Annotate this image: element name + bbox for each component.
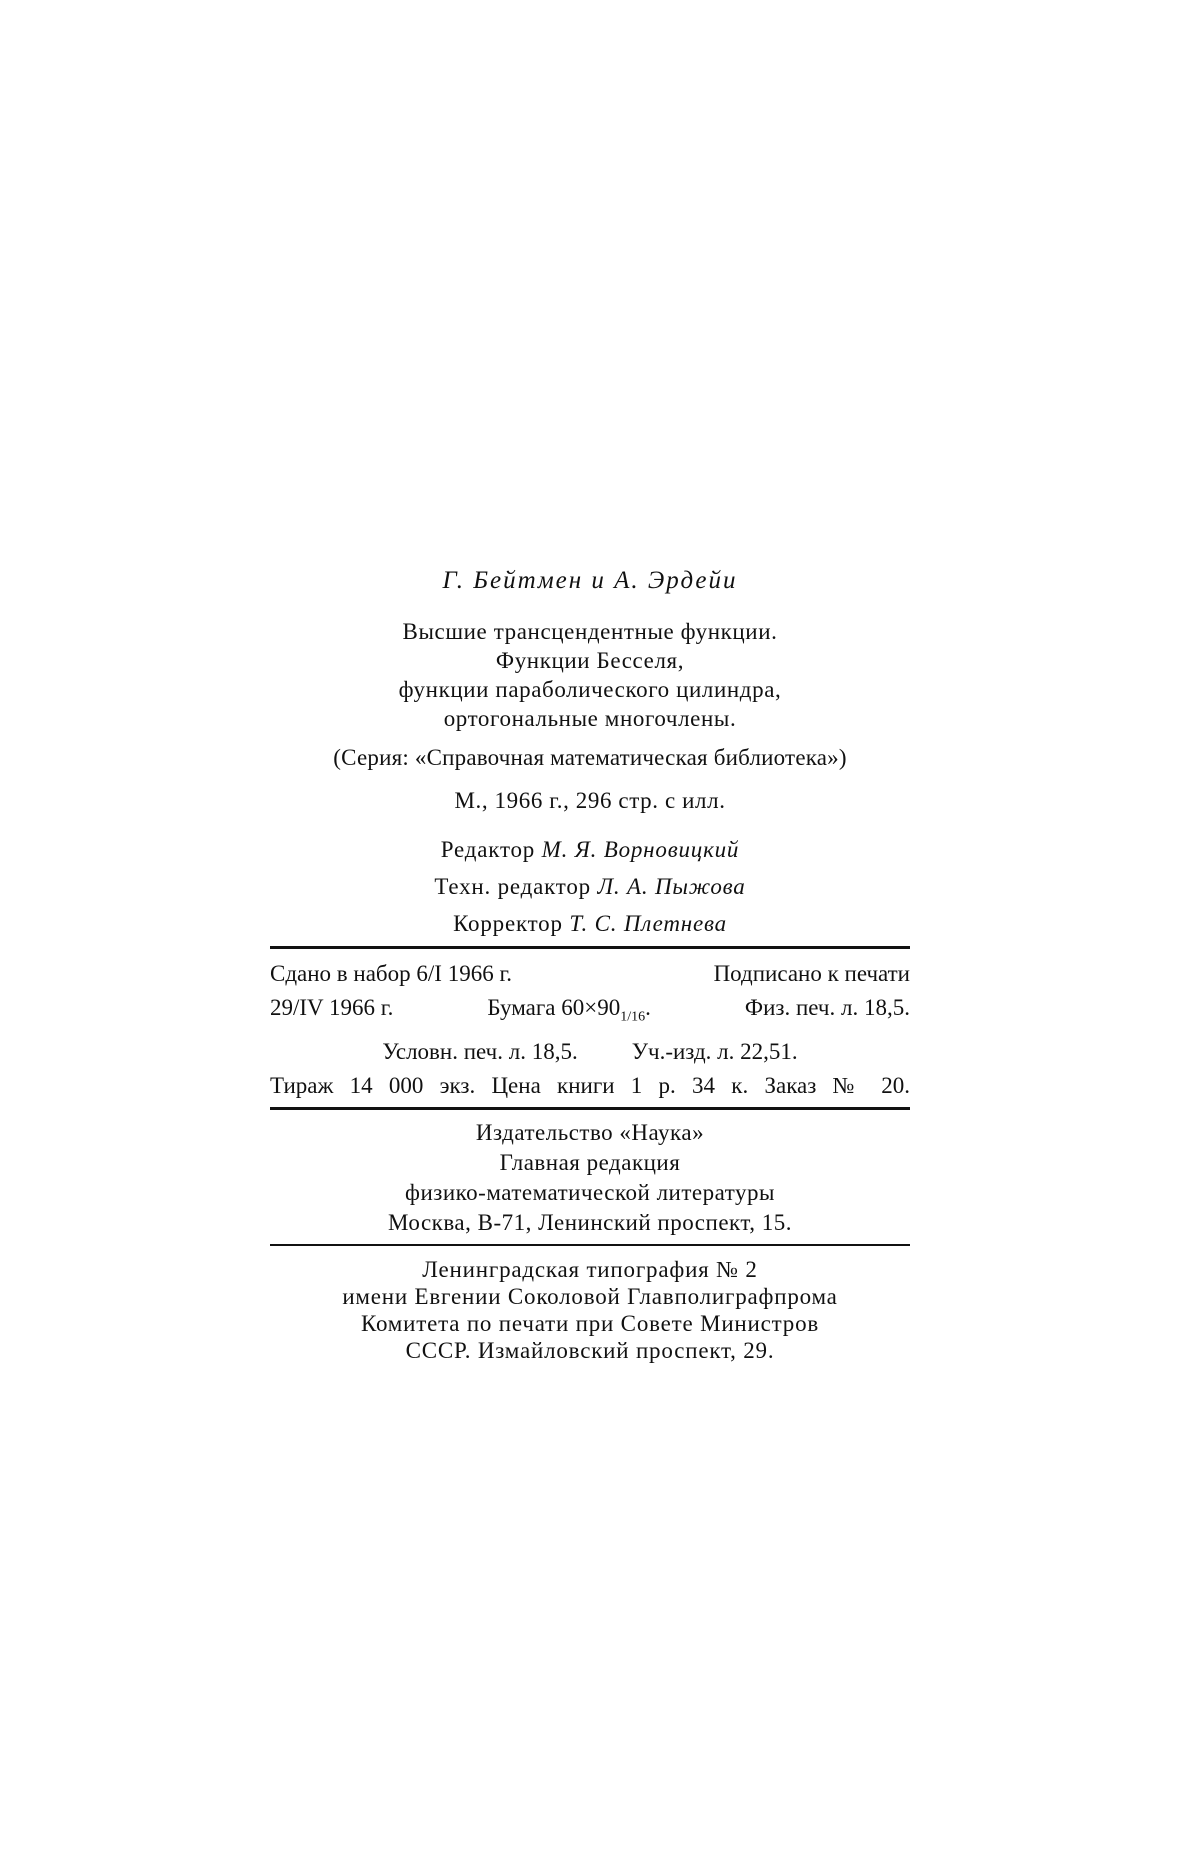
authors: Г. Бейтмен и А. Эрдейи	[442, 567, 738, 594]
publisher-block	[270, 1118, 910, 1238]
series-note: (Серия: «Справочная математическая библиотека»)	[333, 745, 847, 770]
divider	[270, 946, 910, 949]
book-title	[270, 617, 910, 733]
corrector-name: Т. С. Плетнева	[569, 911, 727, 936]
conventional-sheets: Условн. печ. л. 18,5.	[382, 1038, 578, 1064]
publisher-line: физико-математической литературы	[405, 1179, 775, 1205]
editor-label: Редактор	[440, 837, 536, 862]
corrector-label: Корректор	[453, 911, 563, 936]
signed-for-print: Подписано к печати	[713, 961, 910, 986]
publisher-line: Издательство «Наука»	[475, 1119, 705, 1145]
title-line: Высшие трансцендентные функции.	[402, 619, 778, 644]
printer-line: СССР. Измайловский проспект, 29.	[405, 1337, 775, 1363]
title-line: функции параболического цилиндра,	[398, 677, 782, 702]
typeset-date: Сдано в набор 6/I 1966 г.	[270, 961, 513, 986]
printer-line: Комитета по печати при Совете Министров	[360, 1310, 820, 1336]
print-specifications	[270, 957, 910, 1103]
editor-name: М. Я. Ворновицкий	[541, 837, 740, 862]
spec-line	[270, 1035, 910, 1069]
corrector-credit	[270, 905, 910, 942]
tech-editor-label: Техн. редактор	[434, 874, 591, 899]
editor-credit	[270, 831, 910, 868]
imprint-block	[270, 566, 910, 1364]
divider	[270, 1107, 910, 1110]
spec-line	[270, 957, 910, 991]
title-line: Функции Бесселя,	[495, 648, 685, 673]
title-line: ортогональные многочлены.	[443, 706, 737, 731]
printer-line: имени Евгении Соколовой Главполиграфпрома	[342, 1283, 838, 1309]
publishing-sheets: Уч.-изд. л. 22,51.	[631, 1038, 798, 1064]
publication-info: М., 1966 г., 296 стр. с илл.	[454, 788, 726, 813]
print-run-price-order: Тираж 14 000 экз. Цена книги 1 р. 34 к. Заказ № 20.	[270, 1072, 910, 1098]
publisher-line: Москва, В-71, Ленинский проспект, 15.	[388, 1209, 792, 1235]
paper-format: Бумага $60\times 90_{1/16}$.	[487, 995, 651, 1025]
publisher-line: Главная редакция	[499, 1149, 681, 1175]
divider	[270, 1244, 910, 1246]
printer-line: Ленинградская типография № 2	[422, 1256, 758, 1282]
printer-block	[270, 1256, 910, 1364]
tech-editor-name: Л. А. Пыжова	[597, 874, 746, 899]
signed-date: 29/IV 1966 г.	[270, 995, 394, 1020]
paper-format-fraction: 1/16	[620, 1009, 646, 1025]
staff-credits	[270, 831, 910, 942]
physical-sheets: Физ. печ. л. 18,5.	[744, 995, 910, 1020]
paper-format-text: Бумага 60×90	[487, 995, 621, 1020]
tech-editor-credit	[270, 868, 910, 905]
spec-line	[270, 1069, 910, 1103]
spec-line	[270, 991, 910, 1035]
